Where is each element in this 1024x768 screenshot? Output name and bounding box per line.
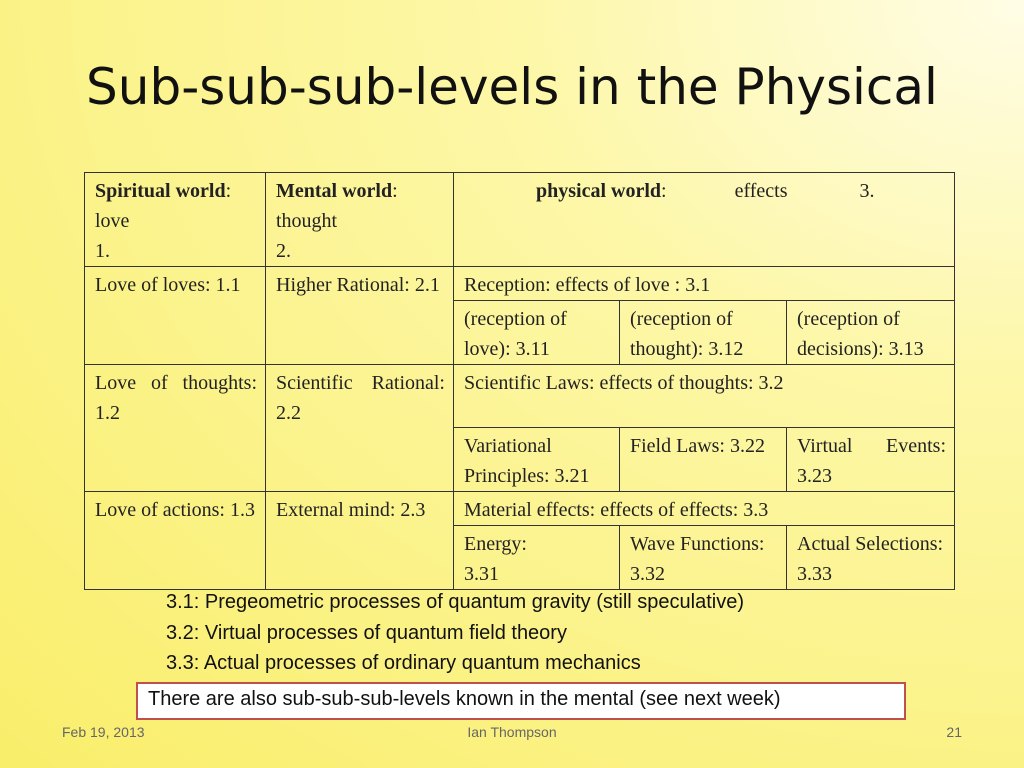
cell-line: Energy: [464, 533, 527, 555]
header-mental-label: Mental world [276, 180, 393, 202]
footer-author: Ian Thompson [467, 724, 557, 740]
cell-word: Love [95, 372, 137, 394]
levels-table [84, 172, 955, 590]
callout-box: There are also sub-sub-sub-levels known in the mental (see next week) [136, 682, 906, 720]
cell-word: Virtual [797, 435, 853, 457]
cell-line: Principles: 3.21 [464, 465, 590, 487]
header-mental-number: 2. [276, 240, 291, 262]
header-colon: : [392, 180, 398, 202]
cell-energy [454, 526, 620, 590]
cell-line: Field Laws: 3.22 [630, 435, 765, 457]
cell-reception-love [454, 301, 620, 365]
table-row [85, 267, 955, 301]
slide-title: Sub-sub-sub-levels in the Physical [86, 58, 938, 116]
cell-external-mind: External mind: 2.3 [266, 492, 454, 590]
cell-reception: Reception: effects of love : 3.1 [454, 267, 955, 301]
cell-reception-decisions [787, 301, 955, 365]
table-row [85, 492, 955, 526]
header-spiritual [85, 173, 266, 267]
notes-list [166, 587, 744, 679]
cell-variational-principles [454, 428, 620, 492]
footer-date: Feb 19, 2013 [62, 724, 145, 740]
cell-line: decisions): 3.13 [797, 338, 924, 360]
cell-virtual-events [787, 428, 955, 492]
cell-line: thought): 3.12 [630, 338, 744, 360]
cell-actual-selections [787, 526, 955, 590]
cell-word: Rational: [371, 372, 445, 394]
cell-wave-functions [620, 526, 787, 590]
cell-line: Actual Selections: [797, 533, 944, 555]
cell-love-of-loves: Love of loves: 1.1 [85, 267, 266, 365]
header-spiritual-love: love [95, 210, 130, 232]
header-mental [266, 173, 454, 267]
cell-word: Scientific [276, 372, 353, 394]
cell-scientific-laws: Scientific Laws: effects of thoughts: 3.2 [454, 365, 955, 428]
note-item: 3.1: Pregeometric processes of quantum gravity (still speculative) [166, 591, 745, 613]
cell-line: 3.32 [630, 563, 665, 585]
cell-line: 1.2 [95, 402, 120, 424]
note-item: 3.2: Virtual processes of quantum field theory [166, 621, 567, 644]
cell-word: Events: [886, 435, 947, 457]
cell-line: Variational [464, 435, 552, 457]
header-physical-label: physical world [536, 180, 662, 202]
note-item: 3.3: Actual processes of ordinary quantum mechanics [166, 652, 641, 674]
cell-love-of-actions: Love of actions: 1.3 [85, 492, 266, 590]
slide-number: 21 [946, 724, 962, 740]
header-mental-thought: thought [276, 210, 338, 232]
cell-line: (reception of [630, 308, 733, 330]
cell-reception-thought [620, 301, 787, 365]
cell-line: Wave Functions: [630, 533, 765, 555]
cell-line: love): 3.11 [464, 338, 550, 360]
cell-line: 3.23 [797, 465, 832, 487]
table-row [85, 365, 955, 428]
header-three: 3. [859, 180, 875, 202]
header-colon: : [225, 180, 232, 202]
cell-higher-rational: Higher Rational: 2.1 [266, 267, 454, 365]
cell-scientific-rational [266, 365, 454, 492]
table-header-row [85, 173, 955, 267]
header-physical [454, 173, 955, 267]
header-effects: effects [734, 180, 788, 202]
cell-material-effects: Material effects: effects of effects: 3.3 [454, 492, 955, 526]
header-colon: : [661, 180, 667, 202]
cell-field-laws [620, 428, 787, 492]
header-spiritual-number: 1. [95, 240, 110, 262]
cell-word: thoughts: [182, 372, 257, 394]
cell-word: of [150, 372, 168, 394]
cell-love-of-thoughts [85, 365, 266, 492]
cell-line: 2.2 [276, 402, 301, 424]
header-spiritual-label: Spiritual world [95, 180, 226, 202]
cell-line: 3.31 [464, 563, 499, 585]
cell-line: (reception of [464, 308, 567, 330]
cell-line: 3.33 [797, 563, 832, 585]
cell-line: (reception of [797, 308, 900, 330]
